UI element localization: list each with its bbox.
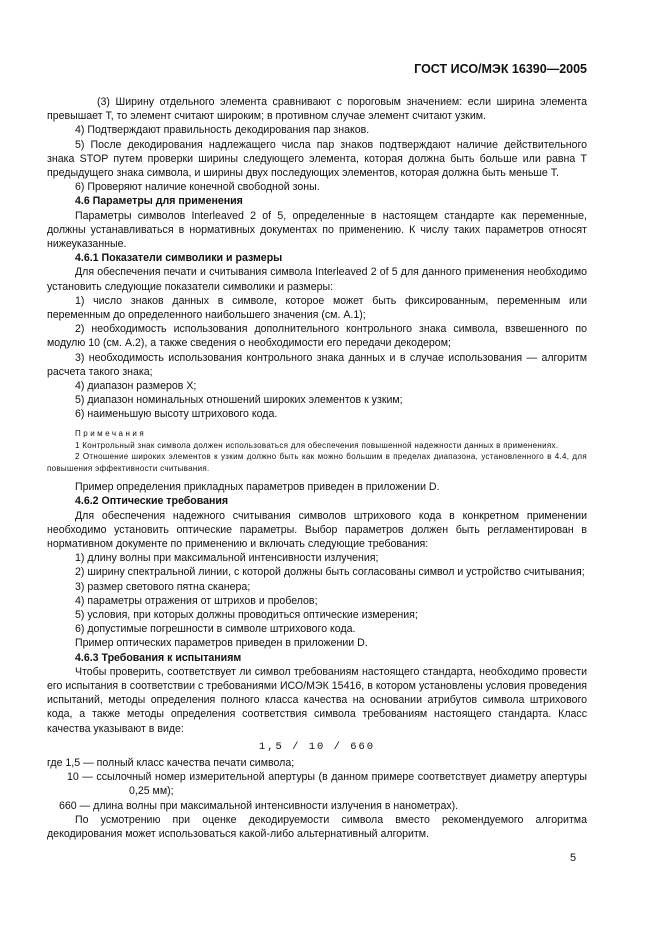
section-title-4-6-2: 4.6.2 Оптические требования [75, 495, 229, 508]
note: 1 Контрольный знак символа должен использоваться для обеспечения повышенной надежности данных в применениях. [75, 440, 559, 450]
list-item: 3) размер светового пятна сканера; [75, 580, 251, 593]
list-item: 4) диапазон размеров X; [75, 380, 197, 393]
list-item: 1) число знаков данных в символе, которое может быть фиксированным, переменным или переменным до определенного наибольшего значения (см. А.1); [47, 294, 587, 322]
definition: 660 — длина волны при максимальной интенсивности излучения в нанометрах). [59, 799, 459, 812]
notes-title: Примечания [75, 428, 147, 438]
paragraph: Чтобы проверить, соответствует ли символ требованиям настоящего стандарта, необходимо провести его испытания в соответствии с требованиями ИСО/МЭК 15416, в котором установлены условия проведения испытаний, методы определения полного класса качества на основании атрибутов символа штрихового кода, а также методы определения соответствия символа требованиям настоящего стандарта. Класс качества указывают в виде: [47, 665, 587, 735]
definition: где 1,5 — полный класс качества печати символа; [47, 757, 295, 770]
list-item: 6) допустимые погрешности в символе штрихового кода. [75, 623, 356, 636]
list-item: 2) ширину спектральной линии, с которой должны быть согласованы символ и устройство считывания; [75, 566, 585, 579]
section-title-4-6-3: 4.6.3 Требования к испытаниям [75, 651, 242, 664]
paragraph: 5) После декодирования надлежащего числа пар знаков подтверждают наличие действительного знака STOP путем проверки ширины следующего элемента, которая должна быть больше или равна T предыдущего знака символа, и ширины двух последующих элементов, которая должна быть меньше T. [47, 138, 587, 180]
paragraph: Для обеспечения печати и считывания символа Interleaved 2 of 5 для данного применения необходимо установить следующие показатели символики и размеры: [47, 266, 587, 293]
paragraph: Пример оптических параметров приведен в приложении D. [75, 637, 368, 650]
list-item: 2) необходимость использования дополнительного контрольного знака символа, взвешенного по модулю 10 (см. А.2), а также сведения о необходимости его передачи декодером; [47, 323, 587, 350]
paragraph: Параметры символов Interleaved 2 of 5, определенные в настоящем стандарте как переменные, должны устанавливаться в нормативных документах по применению. К числу таких параметров относят нижеуказанные. [47, 209, 587, 251]
note: 2 Отношение широких элементов к узким должно быть как можно большим в пределах диапазона, установленного в 4.4, для повышения эффективности считывания. [47, 452, 587, 473]
list-item: 3) необходимость использования контрольного знака данных и в случае использования — алгоритм расчета такого знака; [47, 351, 587, 378]
quality-grade-formula: 1,5 / 10 / 660 [258, 740, 376, 753]
list-item: 5) диапазон номинальных отношений широких элементов к узким; [75, 394, 403, 407]
list-item: 1) длину волны при максимальной интенсивности излучения; [75, 552, 379, 565]
paragraph: Для обеспечения надежного считывания символов штрихового кода в конкретном применении необходимо установить оптические параметры. Выбор параметров должен быть регламентирован в нормативном документе по применению и включать следующие требования: [47, 509, 587, 550]
section-title-4-6: 4.6 Параметры для применения [75, 195, 243, 208]
paragraph: (3) Ширину отдельного элемента сравнивают с пороговым значением: если ширина элемента превышает T, то элемент считают широким; в противном случае элемент считают узким. [47, 96, 587, 123]
paragraph: По усмотрению при оценке декодируемости символа вместо рекомендуемого алгоритма декодирования может использоваться какой-либо альтернативный алгоритм. [47, 813, 587, 841]
list-item: 5) условия, при которых должны проводиться оптические измерения; [75, 609, 418, 621]
paragraph: Пример определения прикладных параметров приведен в приложении D. [75, 481, 440, 494]
document-header: ГОСТ ИСО/МЭК 16390—2005 [414, 62, 587, 76]
paragraph: 6) Проверяют наличие конечной свободной зоны. [75, 181, 320, 194]
list-item: 6) наименьшую высоту штрихового кода. [75, 408, 278, 421]
section-title-4-6-1: 4.6.1 Показатели символики и размеры [75, 252, 283, 265]
page-number: 5 [570, 852, 577, 864]
page-body [47, 95, 587, 841]
list-item: 4) параметры отражения от штрихов и пробелов; [75, 594, 318, 607]
definition: 10 — ссылочный номер измерительной апертуры (в данном примере соответствует диаметру апертуры 0,25 мм); [67, 771, 587, 798]
paragraph: 4) Подтверждают правильность декодирования пар знаков. [75, 124, 370, 137]
